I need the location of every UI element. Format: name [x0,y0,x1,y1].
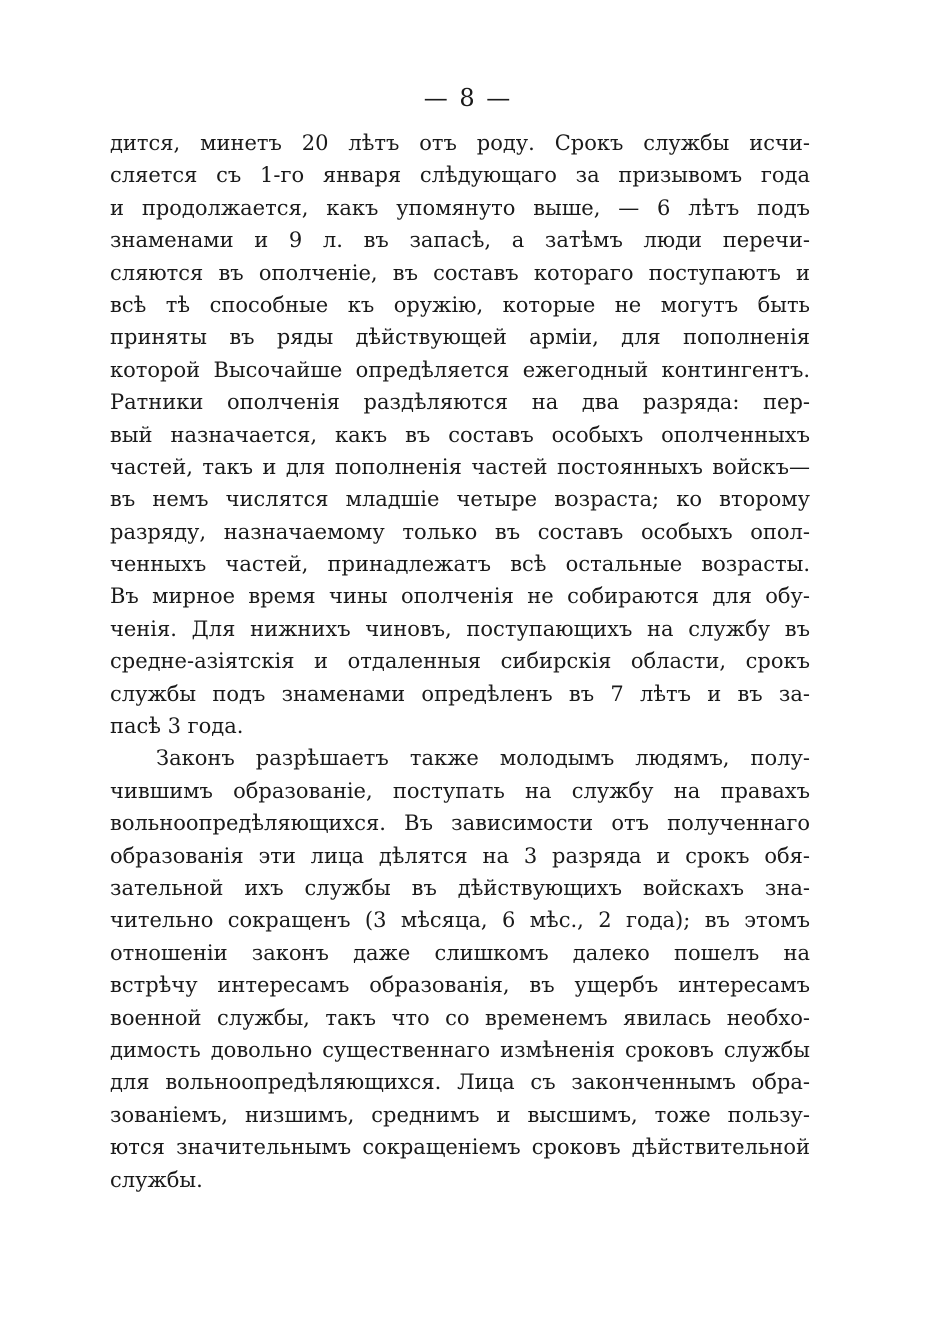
text-line: знаменами и 9 л. въ запасѣ, а затѣмъ люди перечи- [110,228,810,253]
text-line: Въ мирное время чины ополченія не собираются для обу- [110,584,810,609]
text-line: ются значительнымъ сокращеніемъ сроковъ дѣйствительной [110,1135,810,1160]
text-line: средне-азіятскія и отдаленныя сибирскія области, срокъ [110,649,810,674]
text-line: для вольноопредѣляющихся. Лица съ законченнымъ обра- [110,1070,810,1095]
text-line: дится, минетъ 20 лѣтъ отъ роду. Срокъ службы исчи- [110,131,810,155]
text-line: вый назначается, какъ въ составъ особыхъ ополченныхъ [110,422,810,447]
text-line: встрѣчу интересамъ образованія, въ ущербъ интересамъ [110,973,810,998]
text-line: военной службы, такъ что со временемъ явилась необхо- [110,1005,810,1030]
text-line: службы подъ знаменами опредѣленъ въ 7 лѣтъ и въ за- [110,681,810,706]
text-line: ченныхъ частей, принадлежатъ всѣ остальные возрасты. [110,552,810,577]
text-line: образованія эти лица дѣлятся на 3 разряда и срокъ обя- [110,843,810,868]
text-line: пасѣ 3 года. [110,714,244,739]
text-line: зательной ихъ службы въ дѣйствующихъ войскахъ зна- [110,875,810,900]
text-line: Законъ разрѣшаетъ также молодымъ людямъ, полу- [156,746,810,771]
text-line: частей, такъ и для пополненія частей постоянныхъ войскъ— [110,454,810,479]
paragraph-2 [110,742,810,1195]
paragraph-1 [110,127,810,742]
text-line: и продолжается, какъ упомянуто выше, — 6 лѣтъ подъ [110,195,810,220]
text-line: службы. [110,1167,203,1192]
text-line: приняты въ ряды дѣйствующей арміи, для пополненія [110,325,810,350]
text-line: разряду, назначаемому только въ составъ особыхъ опол- [110,519,810,544]
body-text [110,127,810,1196]
text-line: сляется съ 1-го января слѣдующаго за призывомъ года [110,163,810,188]
text-line: отношеніи законъ даже слишкомъ далеко пошелъ на [110,940,810,965]
page-number: — 8 — [423,84,513,112]
text-line: всѣ тѣ способные къ оружію, которые не могутъ быть [110,292,810,317]
text-line: вольноопредѣляющихся. Въ зависимости отъ полученнаго [110,811,810,836]
text-line: которой Высочайше опредѣляется ежегодный контингентъ. [110,357,810,382]
text-line: чившимъ образованіе, поступать на службу на правахъ [110,778,810,803]
text-line: чительно сокращенъ (3 мѣсяца, 6 мѣс., 2 года); въ этомъ [110,908,810,933]
text-line: сляются въ ополченіе, въ составъ котораго поступаютъ и [110,260,810,285]
text-line: въ немъ числятся младшіе четыре возраста; ко второму [110,487,810,512]
text-line: димость довольно существеннаго измѣненія сроковъ службы [110,1037,810,1062]
text-line: Ратники ополченія раздѣляются на два разряда: пер- [110,390,810,415]
text-line: ченія. Для нижнихъ чиновъ, поступающихъ на службу въ [110,616,810,641]
text-line: зованіемъ, низшимъ, среднимъ и высшимъ, тоже пользу- [110,1102,810,1127]
